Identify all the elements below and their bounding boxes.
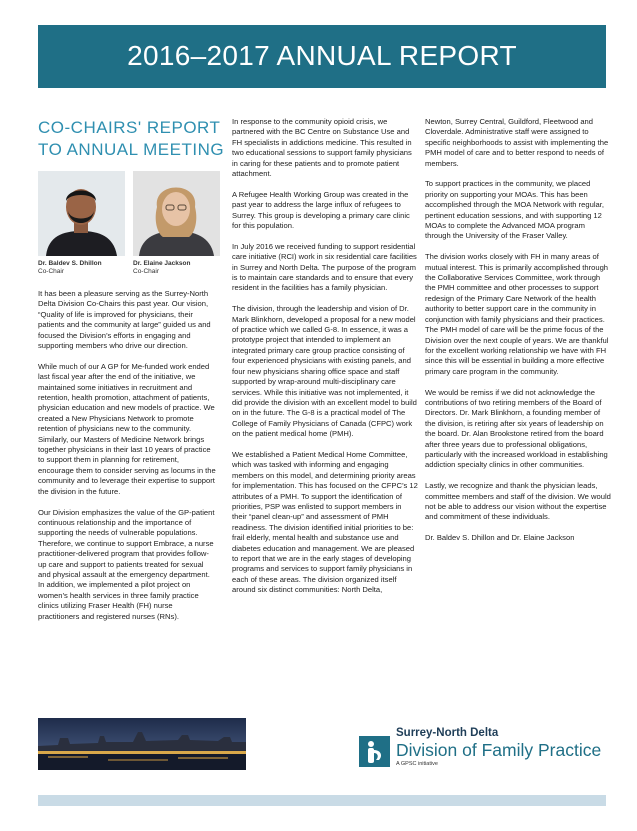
portrait-photo-jackson: [133, 171, 220, 256]
paragraph: A Refugee Health Working Group was created in the past year to address the large influx of refugees to Surrey. This group is developing a primary care clinic for this population.: [232, 189, 410, 231]
paragraph: In July 2016 we received funding to support residential care initiative (RCI) work in six residential care facilities in Surrey and North Delta. The purpose of the program is to maintain care standards and to ensure that every resident in the facilities has a family physician.: [232, 241, 417, 293]
division-logo-icon: [359, 736, 390, 767]
report-year: 2016–2017: [127, 40, 270, 71]
paragraph: Newton, Surrey Central, Guildford, Fleetwood and Cloverdale. Administrative staff were assigned to specific neighborhoods to assist with implementing the PMH model of care and to better respond to needs of members.: [425, 117, 609, 168]
paragraph: Lastly, we recognize and thank the physician leads, committee members and staff of the division. We would not be able to address our vision without the expertise and commitment of these individuals.: [425, 481, 611, 522]
paragraph: Our Division emphasizes the value of the GP-patient continuous relationship and the importance of supporting the needs of vulnerable populations. Therefore, we continue to support Embrace, a nurse practitioner-delivered program that provides follow-up care and support to patients treated for sexual and physical assault at the emergency department. In addition, we implemented a pilot project on women’s health services in three family practice clinics utilizing Fraser Health (FH) nurse practitioners and registered nurses (RNs).: [38, 507, 215, 621]
caption-dhillon: [38, 260, 102, 276]
portrait-photo-dhillon: [38, 171, 125, 256]
signature-line: Dr. Baldev S. Dhillon and Dr. Elaine Jackson: [425, 533, 575, 543]
logo-division-line: Division of Family Practice: [396, 740, 602, 760]
paragraph: In response to the community opioid crisis, we partnered with the BC Centre on Substance Use and FH specialists in addictions medicine. This resulted in two educational sessions to support family physicians in caring for these patients and to promote patient attachment.: [232, 117, 412, 179]
logo-organization-line: Surrey-North Delta: [396, 727, 499, 739]
city-skyline-photo: [38, 718, 246, 770]
text-column-1: [38, 289, 216, 632]
caption-role: Co-Chair: [133, 268, 160, 275]
caption-name: Dr. Elaine Jackson: [133, 260, 191, 267]
caption-name: Dr. Baldev S. Dhillon: [38, 260, 102, 267]
paragraph: We would be remiss if we did not acknowledge the contributions of two retiring members of the Board of Directors. Dr. Mark Blinkhorn, a founding member of the division, is retiring after six years of leadership on the board. Dr. Alan Brookstone retired from the board after three years due to professional obligations, particularly with the increased workload in establishing addiction specialty clinics in other communities.: [425, 387, 608, 470]
paragraph: The division works closely with FH in many areas of mutual interest. This is primarily accomplished through the Collaborative Services Committee, work through the PMH committee and other processes to support redesign of the Primary Care Network of the health authority to better support care in the community in conjunction with family physicians and their practices. The PMH model of care will be the prime focus of the Division over the next couple of years. We are thankful for the excellent working relationship we have with FH since this will be essential in building a more effective primary care program in the community.: [425, 252, 609, 376]
footer-bar: [38, 795, 606, 806]
paragraph: It has been a pleasure serving as the Surrey-North Delta Division Co-Chairs this past year. Our vision, “Quality of life is improved for physicians, their patients and the community at large” guided us and focused the Division’s efforts in engaging and supporting members who drive our direction.: [38, 289, 211, 351]
paragraph: The division, through the leadership and vision of Dr. Mark Blinkhorn, developed a proposal for a new model of practice which we called G-8. In essence, it was a prototype project that intended to implement an integrated primary care group practice consisting of four experienced physicians with existing panels, and four new physicians sharing office space and staff supported by wrap-around multi-disciplinary care services. While this initiative was not implemented, it did provide the division with an excellent model to build on in the future. The G-8 is a practical model of The College of Family Physicians of Canada (CFPC) work on the patient medical home (PMH).: [232, 304, 417, 439]
section-heading: [38, 117, 224, 161]
paragraph: To support practices in the community, we placed priority on supporting your MOAs. This has been accomplished through the MOA Network with regular, pertinent education sessions, and with supporting 12 MOAs to complete the Advanced MOA program through the University of the Fraser Valley.: [425, 179, 604, 241]
title-banner: [38, 25, 606, 88]
paragraph: While much of our A GP for Me-funded work ended last fiscal year after the end of the initiative, we maintained some initiatives in recruitment and retention, health promotion, attachment of patients, physician education and new models of practice. We created a New Physicians Network to promote retention of physicians new to the community. Similarly, our Masters of Medicine Network brings together physicians in their last 10 years of practice to support them in planning for retirement, encourage them to consider serving as locums in the community and to leverage their expertise to support the division in the future.: [38, 361, 216, 496]
text-column-3: [425, 117, 611, 554]
report-title: [38, 40, 606, 72]
report-title-text: ANNUAL REPORT: [276, 40, 517, 71]
text-column-2: [232, 117, 418, 606]
logo-tagline: A GPSC initiative: [396, 761, 438, 767]
caption-jackson: [133, 260, 190, 276]
section-heading-line1: CO-CHAIRS' REPORT: [38, 118, 221, 137]
section-heading-line2: TO ANNUAL MEETING: [38, 140, 225, 159]
caption-role: Co-Chair: [38, 268, 65, 275]
paragraph: We established a Patient Medical Home Committee, which was tasked with informing and engaging members on this model, and determining priority areas for implementation. This has focused on the CFPC’s 12 attributes of a PMH. To support the identification of priorities, PSP was enlisted to support members in their “panel clean-up” and assessment of PMH readiness. The division identified initial priorities to be: frail elderly, mental health and substance use and diabetes education and management. We are pleased to report that we are in the early stages of developing programs and services to support family physicians in each of these areas. The division organized itself around six distinct communities: North Delta,: [232, 449, 418, 595]
